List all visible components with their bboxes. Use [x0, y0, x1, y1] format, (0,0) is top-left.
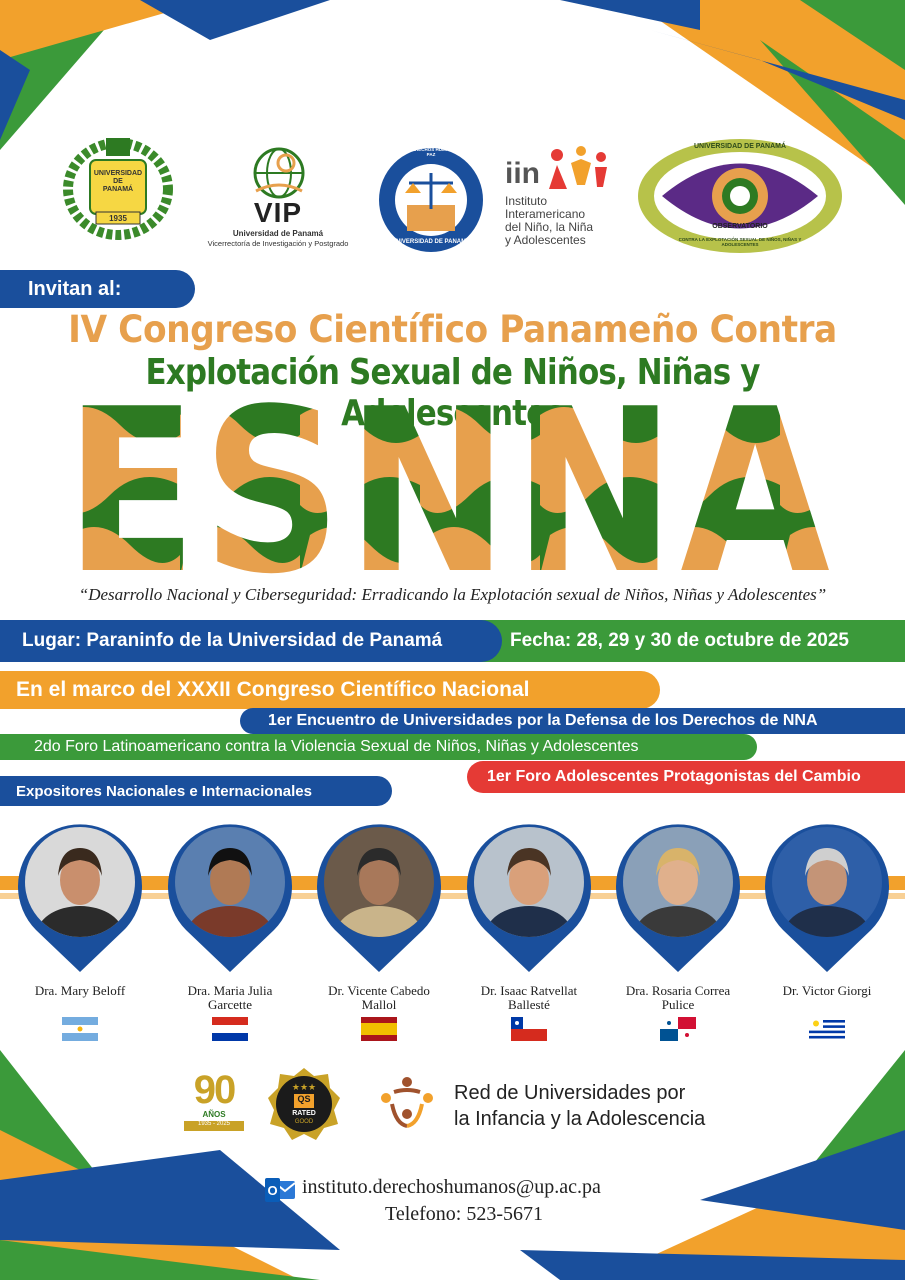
flag-paraguay-icon — [212, 1017, 248, 1041]
flag-uruguay-icon — [809, 1017, 845, 1041]
iin-logo — [505, 145, 615, 255]
lugar-text: Lugar: Paraninfo de la Universidad de Panamá — [22, 630, 443, 651]
up-seal-line3: PANAMÁ — [102, 186, 134, 193]
rated-badge — [268, 1068, 340, 1140]
iin-line-1: Instituto — [505, 194, 548, 208]
marco-text: En el marco del XXXII Congreso Científico Nacional — [16, 678, 530, 701]
iin-line-4: y Adolescentes — [505, 233, 586, 247]
anos-badge — [178, 1068, 250, 1134]
red-universidades-logo — [376, 1074, 438, 1136]
speaker-name: Dr. Vicente Cabedo Mallol — [328, 983, 430, 1012]
up-seal-year: 1935 — [109, 214, 127, 223]
speaker-name: Dra. Rosaria Correa Pulice — [625, 983, 731, 1012]
anos-label: AÑOS — [202, 1110, 226, 1119]
outlook-icon — [265, 1178, 295, 1202]
encuentro-text: 1er Encuentro de Universidades por la Defensa de los Derechos de NNA — [268, 712, 818, 729]
foro-adolescentes-text: 1er Foro Adolescentes Protagonistas del Cambio — [487, 768, 861, 785]
people-circle-icon — [376, 1074, 438, 1136]
expositores-pill — [0, 776, 392, 806]
flag-spain-icon — [361, 1017, 397, 1041]
fecha-bar — [470, 620, 905, 662]
vip-logo — [198, 145, 358, 255]
foro-adolescentes-pill — [467, 761, 905, 793]
speaker-photo-pin — [761, 818, 893, 974]
iin-mark: iin — [505, 157, 540, 190]
observatorio-bottom: CONTRA LA EXPLOTACIÓN SEXUAL DE NIÑOS, NIÑAS Y ADOLESCENTES — [678, 237, 802, 247]
red-line-2: la Infancia y la Adolescencia — [454, 1108, 706, 1130]
expositores-text: Expositores Nacionales e Internacionales — [16, 782, 312, 800]
anos-range: 1935 - 2025 — [184, 1121, 244, 1131]
email-link[interactable]: instituto.derechoshumanos@up.ac.pa — [302, 1176, 601, 1198]
speaker-name: Dra. Mary Beloff — [34, 983, 126, 998]
idh-ring-text: INSTITUTO DE DERECHOS HUMANOS, JUSTICIA Y PAZ — [376, 147, 486, 157]
up-seal-line1: UNIVERSIDAD — [93, 170, 143, 177]
red-line-1: Red de Universidades por — [454, 1082, 686, 1104]
globe-icon — [246, 145, 312, 201]
observatorio-logo — [636, 137, 844, 255]
speaker-photo-pin — [463, 818, 595, 974]
esnna-text: ESNNA — [65, 395, 835, 575]
encuentro-pill — [240, 708, 905, 734]
svg-text:O: O — [267, 1183, 278, 1198]
idh-logo — [375, 145, 487, 255]
iin-line-3: del Niño, la Niña — [505, 220, 594, 234]
children-figures-icon — [545, 145, 609, 193]
motto: “Desarrollo Nacional y Ciberseguridad: Erradicando la Explotación sexual de Niños, Niñas y Adolescentes” — [78, 585, 827, 604]
speaker-name: Dra. Maria Julia Garcette — [187, 983, 273, 1012]
rated-label: RATED — [292, 1110, 316, 1117]
foro-latam-pill — [0, 734, 757, 760]
up-seal-logo — [62, 134, 174, 244]
marco-pill — [0, 671, 660, 709]
flag-chile-icon — [511, 1017, 547, 1041]
idh-bottom-text: UNIVERSIDAD DE PANAMÁ — [391, 239, 471, 245]
phone-text: Telefono: 523-5671 — [385, 1203, 544, 1225]
title-line-1: IV Congreso Científico Panameño Contra — [68, 308, 837, 351]
invitan-text: Invitan al: — [28, 277, 122, 300]
invitan-pill — [0, 270, 195, 308]
iin-line-2: Interamericano — [505, 207, 586, 221]
fecha-text: Fecha: 28, 29 y 30 de octubre de 2025 — [510, 630, 850, 651]
speaker-photo-pin — [14, 818, 146, 974]
vip-mark: VIP — [253, 197, 303, 228]
observatorio-center: OBSERVATORIO — [712, 223, 768, 230]
speaker-photo-pin — [164, 818, 296, 974]
foro-latam-text: 2do Foro Latinoamericano contra la Violencia Sexual de Niños, Niñas y Adolescentes — [34, 738, 639, 755]
speaker-photo-pin — [612, 818, 744, 974]
title-line-2: Explotación Sexual de Niños, Niñas y Adolescentes — [145, 352, 760, 434]
anos-number: 90 — [193, 1068, 235, 1112]
flag-panama-icon — [660, 1017, 696, 1041]
flag-argentina-icon — [62, 1017, 98, 1041]
speaker-photo-pin — [313, 818, 445, 974]
observatorio-top: UNIVERSIDAD DE PANAMÁ — [693, 143, 787, 150]
speaker-name: Dr. Isaac Ratvellat Ballesté — [480, 983, 578, 1012]
up-seal-line2: DE — [113, 178, 123, 185]
vip-line1: Universidad de Panamá — [232, 229, 324, 238]
speaker-name: Dr. Victor Giorgi — [782, 983, 872, 998]
rated-stars: ★★★ — [291, 1082, 317, 1092]
vip-line2: Vicerrectoría de Investigación y Postgrado — [207, 239, 349, 248]
rated-qs: QS — [294, 1094, 314, 1108]
rated-sub: GOOD — [294, 1119, 314, 1125]
lugar-pill — [0, 620, 502, 662]
esnna-acronym — [60, 395, 840, 575]
